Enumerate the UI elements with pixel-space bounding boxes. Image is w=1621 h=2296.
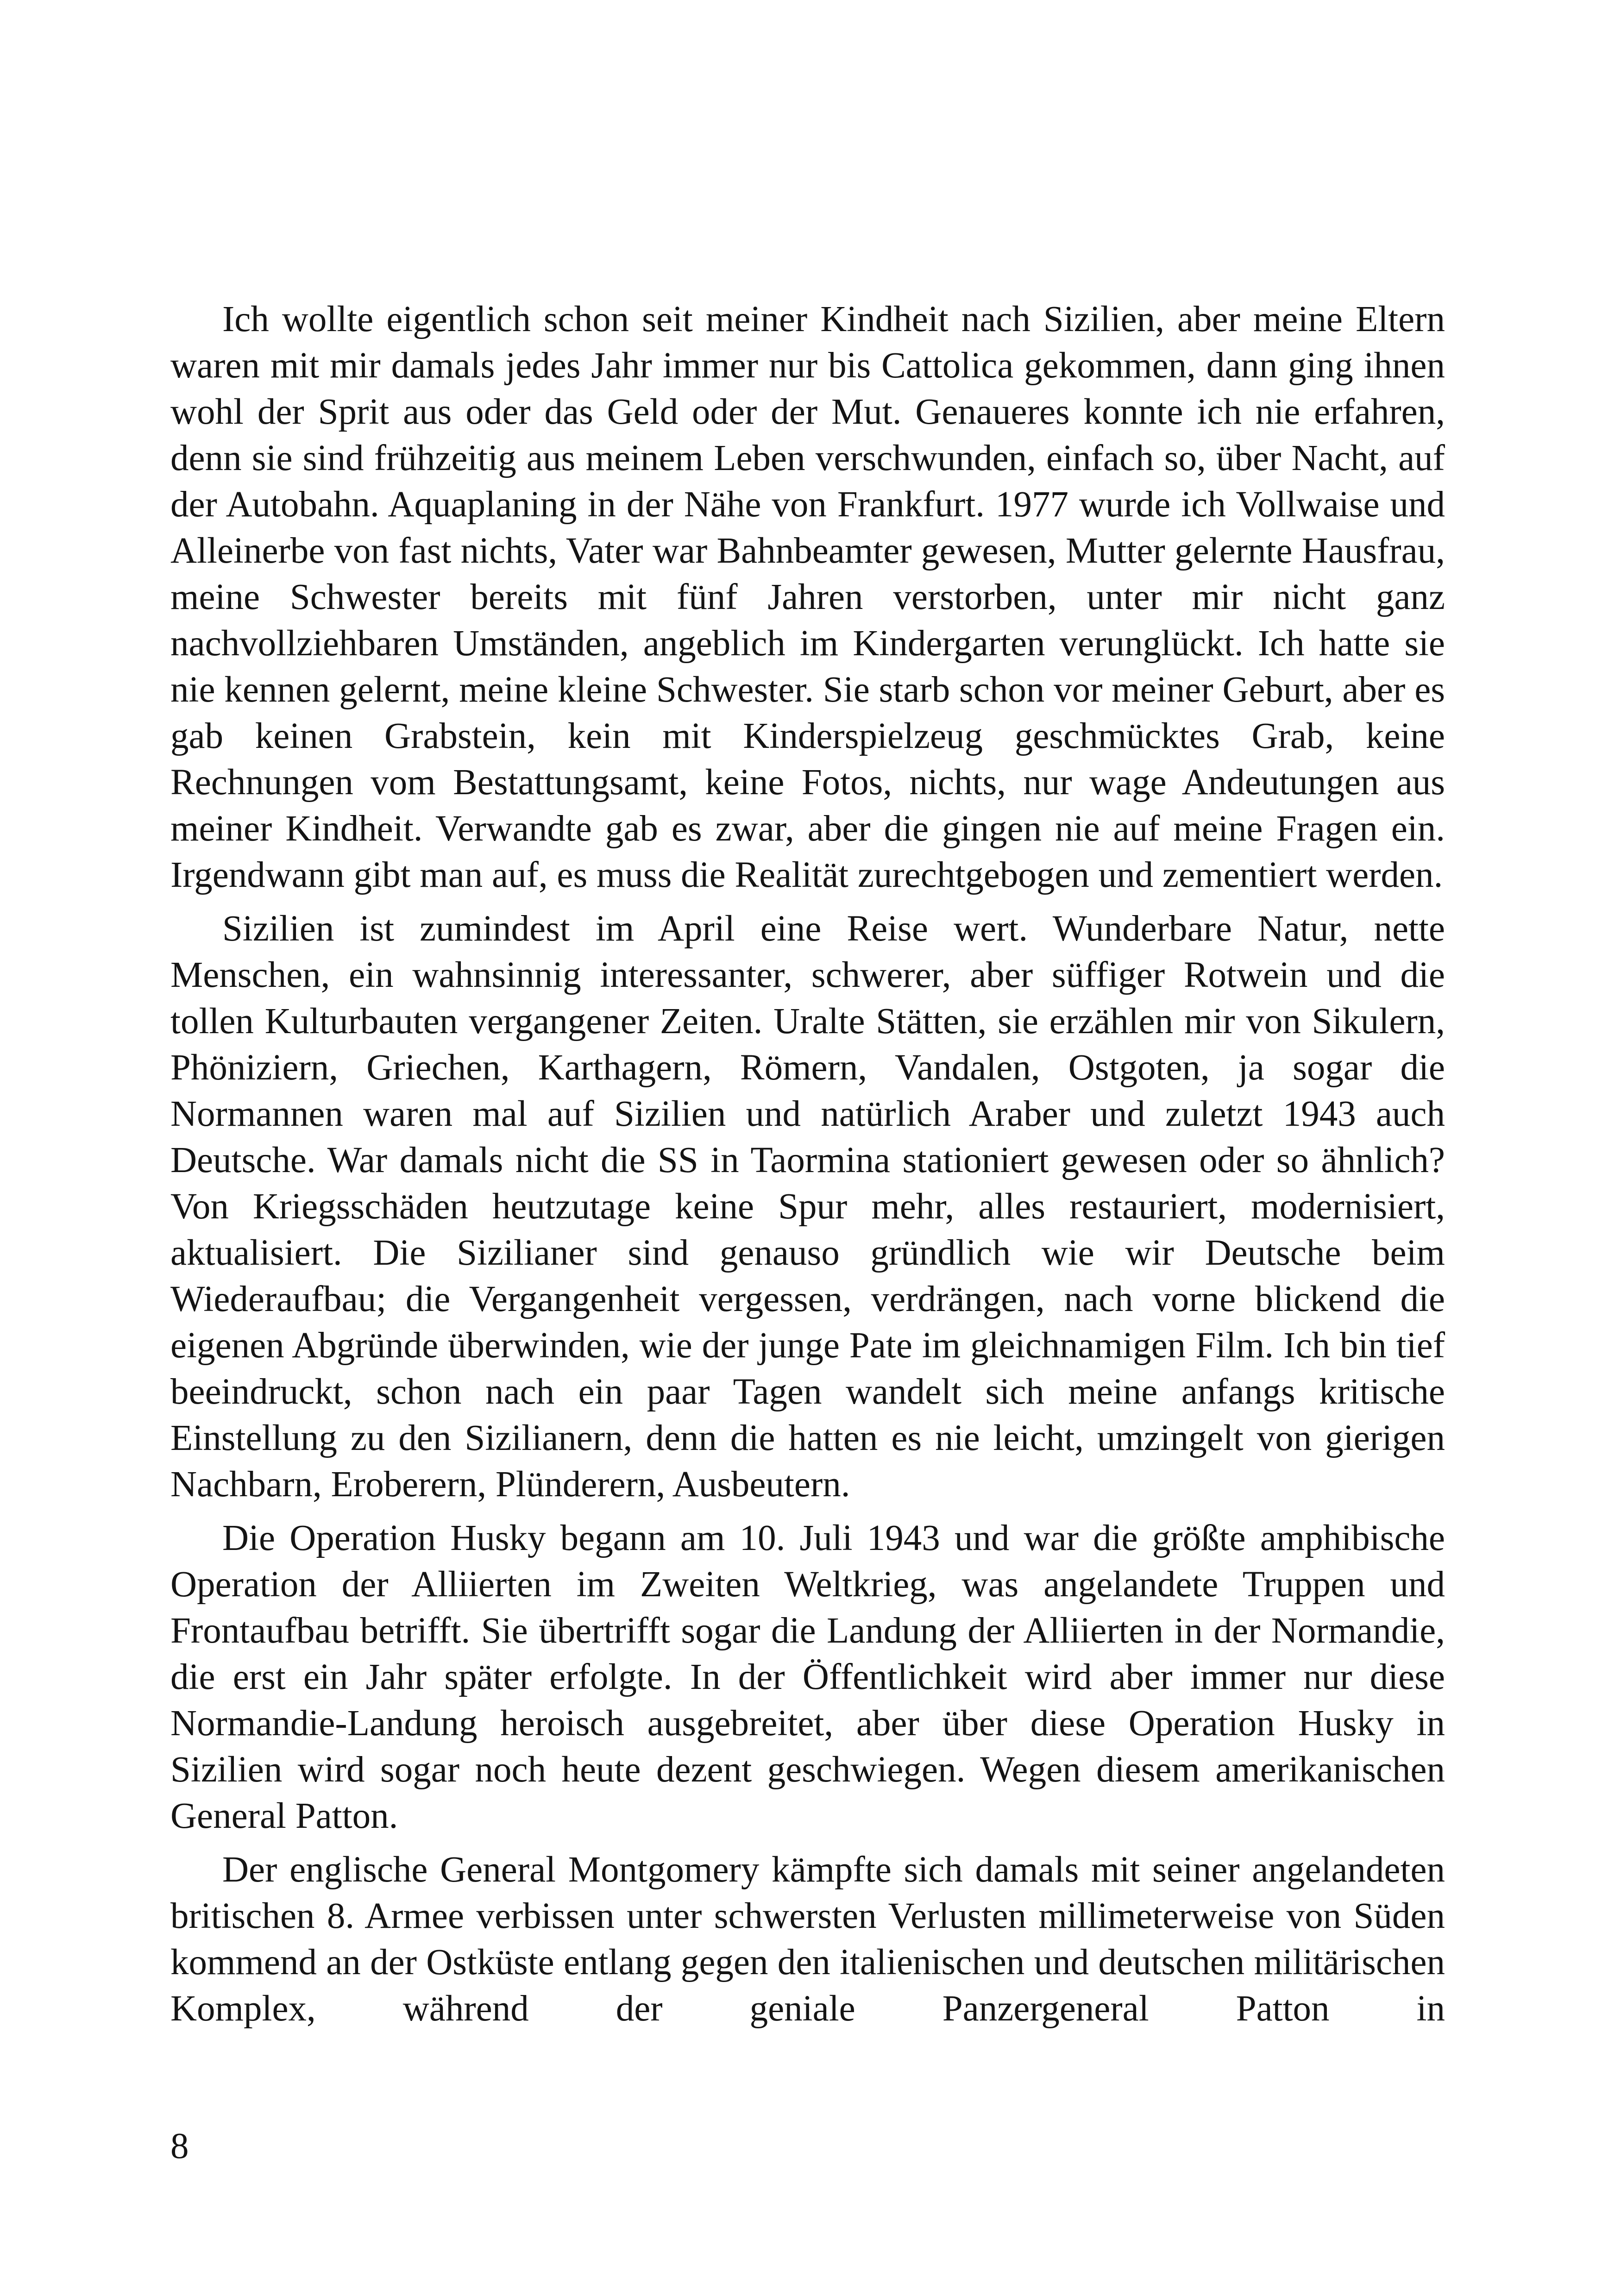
- paragraph-4: Der englische General Montgomery kämpfte sich damals mit seiner angelandeten britischen 8. Armee verbissen unter schwersten Verlusten millimeterweise von Süden kommend an der Ostküste entlang gegen den italienischen und deutschen militärischen Komplex, während der geniale Panzergeneral Patton in: [170, 1850, 1445, 2029]
- paragraph-2: Sizilien ist zumindest im April eine Reise wert. Wunderbare Natur, nette Menschen, ein wahnsinnig interessanter, schwerer, aber süffiger Rotwein und die tollen Kulturbauten vergangener Zeiten. Uralte Stätten, sie erzählen mir von Sikulern, Phöniziern, Griechen, Karthagern, Römern, Vandalen, Ostgoten, ja sogar die Normannen waren mal auf Sizilien und natürlich Araber und zuletzt 1943 auch Deutsche. War damals nicht die SS in Taormina stationiert gewesen oder so ähnlich? Von Kriegsschäden heutzutage keine Spur mehr, alles restauriert, modernisiert, aktualisiert. Die Sizilianer sind genauso gründlich wie wir Deutsche beim Wiederaufbau; die Vergangenheit vergessen, verdrängen, nach vorne blickend die eigenen Abgründe überwinden, wie der junge Pate im gleichnamigen Film. Ich bin tief beeindruckt, schon nach ein paar Tagen wandelt sich meine anfangs kritische Einstellung zu den Sizilianern, denn die hatten es nie leicht, umzingelt von gierigen Nachbarn, Eroberern, Plünderern, Ausbeutern.: [170, 909, 1445, 1505]
- page-number: 8: [170, 2126, 189, 2166]
- paragraph-1: Ich wollte eigentlich schon seit meiner Kindheit nach Sizilien, aber meine Eltern waren mit mir damals jedes Jahr immer nur bis Cattolica gekommen, dann ging ihnen wohl der Sprit aus oder das Geld oder der Mut. Genaueres konnte ich nie erfahren, denn sie sind frühzeitig aus meinem Leben verschwunden, einfach so, über Nacht, auf der Autobahn. Aquaplaning in der Nähe von Frankfurt. 1977 wurde ich Vollwaise und Alleinerbe von fast nichts, Vater war Bahnbeamter gewesen, Mutter gelernte Hausfrau, meine Schwester bereits mit fünf Jahren verstorben, unter mir nicht ganz nachvollziehbaren Umständen, angeblich im Kindergarten verunglückt. Ich hatte sie nie kennen gelernt, meine kleine Schwester. Sie starb schon vor meiner Geburt, aber es gab keinen Grabstein, kein mit Kinderspielzeug geschmücktes Grab, keine Rechnungen vom Bestattungsamt, keine Fotos, nichts, nur wage Andeutungen aus meiner Kindheit. Verwandte gab es zwar, aber die gingen nie auf meine Fragen ein. Irgendwann gibt man auf, es muss die Realität zurechtgebogen und zementiert werden.: [170, 299, 1445, 895]
- paragraph-3: Die Operation Husky begann am 10. Juli 1943 und war die größte amphibische Operation der Alliierten im Zweiten Weltkrieg, was angelandete Truppen und Frontaufbau betrifft. Sie übertrifft sogar die Landung der Alliierten in der Normandie, die erst ein Jahr später erfolgte. In der Öffentlichkeit wird aber immer nur diese Normandie-Landung heroisch ausgebreitet, aber über diese Operation Husky in Sizilien wird sogar noch heute dezent geschwiegen. Wegen diesem amerikanischen General Patton.: [170, 1518, 1445, 1836]
- body-text: [170, 296, 1445, 2039]
